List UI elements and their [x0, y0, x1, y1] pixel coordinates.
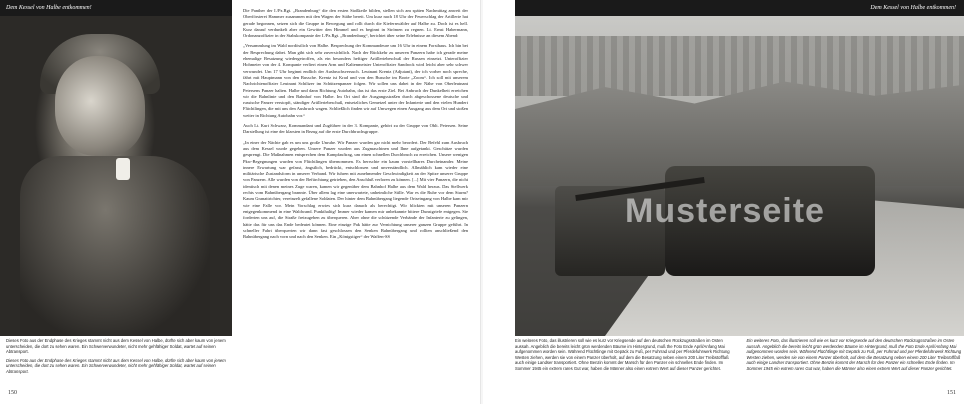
watermark-text: Musterseite [625, 192, 825, 230]
body-text-column [243, 8, 468, 244]
caption-german: Dieses Foto aus der Endphase des Krieges stammt nicht aus dem Kessel von Halbe, dürfte sich aber kaum von jenem unterscheiden, die dort zu sehen waren. Ein Schwerverwundeter, nicht mehr gehfähiger Soldat, wartet auf seinen Abtransport. [6, 338, 226, 355]
photo-face-shape [55, 56, 145, 156]
right-page-number: 151 [947, 390, 956, 396]
body-paragraph: Die Panther der I./Pz.Rgt. „Brandenburg“ die den ersten Stoßkeile bilden, stellen sich am späten Nachmittag anweit der Oberförsterei Hammer zusammen mit den Wagen der Stäbe bereit. Um kurz nach 18 Uhr der Feuerschlag der Artillerie hat gerade begonnen, setzen sich die Gruppe in Bewegung und rollt durch die Kiefernwälder auf Halbe zu. Doch ist es hell. Kurz darauf verdunkelt aber ein Gewitter den Himmel und es beginnt in Strömen zu regnen. Lt. Ernst Habermann, Ordonanzoffizier in der Stabskompanie der I./Pz.Rgt. „Brandenburg“, berichtet über seine Erlebnisse an diesem Abend: [243, 8, 468, 39]
left-page [0, 0, 481, 404]
caption-german: Ein weiteres Foto, das illustrieren soll wie es kurz vor Kriegsende auf den deutschen Rückzugsstraßen im Osten aussah. Angeblich die bereits leicht grün werdenden Bäume im Hintergrund, muß the Foto Ende April/Anfang Mai aufgenommen worden sein. Während Flüchtlinge mit Gepäck zu Fuß, per Fuhrrad und per Pferdefuhrwerk Richtung Westen ziehen, werden sie von einem Panzer überholt, auf dem die Besatzung neben einem 200 Liter Treibstofffaß auch einige Landser transportiert. Ohne Benzin kommt der Marsch für den Panzer ein schnelles Ende finden. Im Sommer 1945 ein extrem rares Gut war, haben die Männer also einen extrem Wert auf dieser Panzer gerichtet. [515, 338, 730, 371]
left-photo-caption [6, 338, 232, 378]
body-paragraph: „Versammlung im Wald nordöstlich von Halbe. Besprechung der Kommandeure um 16 Uhr in einem Forsthaus. Ich bin bei der Besprechung dabei. Man gibt sich sehr zuversichtlich. Nach der Rückkehr zu unseren Panzern habe ich gerade meine ehemalige Besatzung wiedergetroffen, als ein besonders heftiger Artilleriebeschuß der Russen einsetzt. Unteroffizier Hohmeier von der 4. Kompanie verliert einen Arm und Kaltenmeister Unteroffizier Sandrock wird leicht aber sehr schwer verwundet. Um 17 Uhr beginnt endlich der Ausbruchsversuch. Leutnant Krentz (Adjutant), der ich vorher noch spreche, fährt mit Hauptmann von den Bussche. Krentz ist Krad und von den Bussche im Boote „Zoom“. Ich soll mit unserem Nachrichtenoffizier Leutnant Schiltzer im Schützenpanzer folgen. Wir sollen uns dabei in der Nähe von Oberleutnant Petersens Panzer halten. Halbe und dann Richtung Autobahn, das ist das erste Ziel. Bei Anbruch der Dunkelheit erreichen wir die Bahnlinie und den Bahnhof von Halbe. Im Ort sind die Ausgangsstraßen durch abgeschossene deutsche und russische Panzer verstopft, ständiger Artilleriebeschuß, entsetzliches Gemetzel unter der Infanterie und den vielen Hundert Flüchtlingen, die mit uns den Ausbruch wagen. Schließlich finden wir auf Umwegen einen Ausgang aus dem Ort und stoßen weiter in Richtung Autobahn vor.“ [243, 43, 468, 118]
left-page-number: 150 [8, 390, 17, 396]
caption-italic: Ein weiteres Foto, das illustrieren soll wie es kurz vor Kriegsende auf den deutschen Rückzugsstraßen im Osten aussah. Angeblich die bereits leicht grün werdenden Bäume im Hintergrund, muß the Foto Ende April/Anfang Mai aufgenommen worden sein. Während Flüchtlinge mit Gepäck zu Fuß, per Fuhrrad und per Pferdefuhrwerk Richtung Westen ziehen, werden sie von einem Panzer überholt, auf dem die Besatzung neben einem 200 Liter Treibstofffaß auch einige Landser transportiert. Ohne Benzin kommt der Marsch für den Panzer ein schnelles Ende finden. Im Sommer 1945 ein extrem rares Gut war, haben die Männer also einen extrem Wert auf dieser Panzer gerichtet. [746, 338, 962, 371]
right-page [483, 0, 964, 404]
caption-italic: Dieses Foto aus der Endphase des Krieges stammt nicht aus dem Kessel von Halbe, dürfte sich aber kaum von jenem unterscheiden, die dort zu sehen waren. Ein Schwerverwundeter, nicht mehr gehfähiger Soldat, wartet auf seinen Abtransport. [6, 357, 226, 374]
right-photo-captions [515, 338, 964, 372]
photo-bandage-shape [116, 158, 130, 180]
tank-road-photo [515, 16, 964, 336]
wounded-soldier-photo [0, 16, 232, 336]
photo-body-shape [20, 156, 210, 336]
body-paragraph: „In einer der Nächte gab es um uns große Unruhe. Wir Panzer wurden gar nicht mehr beordert. Der Befehl zum Ausbruch aus dem Kessel wurde gegeben. Unsere Panzer wurden aus Zugmaschinen und Ihne aufgetankt. Geschütze wurden gesprengt. Die Maßnahmen entsprechen dem Kampfauftrag, um einen schnellen Durchbruch zu erreichen. Unsere wenigen Pkw-Begegnungen wurden von Flüchtlingen übernommen. Es herrschte ein kaum vorstellbares Durcheinander. Meine innere Erwartung war gefasst, ängstlich, bedrückt, entschlossen und unverständlich. Allmählich kam wieder eine militärische Zustandsform in unserer Verband. Wir fuhren mit zunehmender Geschwindigkeit an der Spitze unserer Gruppe von Panzern. Alle wurden von der Befürchtung getrieben, den Anschluß verloren zu können. [...] Mit vier Panzern, die nicht identisch mit denen meines Zuge waren, kamen wir gegenüber dem Bahnhof Halbe aus dem Wald heraus. Das Stellwerk rechts vom Bahnübergang brannte. Über allem lag eine unerwartete, unheimliche Stille. War es die Ruhe vor dem Sturm? Kaum Granattrichter, vereinzelt gefallene Soldaten. Der hinter dem Bahnübergang liegende Ortseingang von Halbe kam mir wie eine Falle vor. Mein Vorschlag erwies sich kurz danach als berechtigt. Wir blickten mit unseren Panzern entgegenkommend in eine Waldwand. Punkthaltig! Immer wieder kamen mir unbekannte bittere Dunstgriefe entgegen. Sie forderten uns auf, die Straße freizugeben zu überqueren. Aber ohne die schützende Verbände der Infanterie zu gelingen, hätte das für uns das Ende bedeutet können. Eine einzige Pak hätte zur Vernichtung unserer ganzen Gruppe geführt. In schneller Fahrt überquerten wir dann fast geschlossen den Senken Bahnübergang und rollten anschließend den Bahnübergang nach vorn und nach den Senken. Ein „Königstiger“ der Waffen-SS [243, 139, 468, 240]
left-running-header: Dem Kessel von Halbe entkommen! [0, 0, 232, 16]
body-paragraph: Auch Lt. Kurt Schwarz, Kommandant und Zugführer in der 3. Kompanie, gehört zu der Gruppe von Oblt. Petersen. Seine Darstellung ist eine der klarsten in Bezug auf die erste Durchbruchsgruppe. [243, 123, 468, 135]
right-running-header: Dem Kessel von Halbe entkommen! [515, 0, 964, 16]
photo-trees-shape [515, 36, 964, 96]
